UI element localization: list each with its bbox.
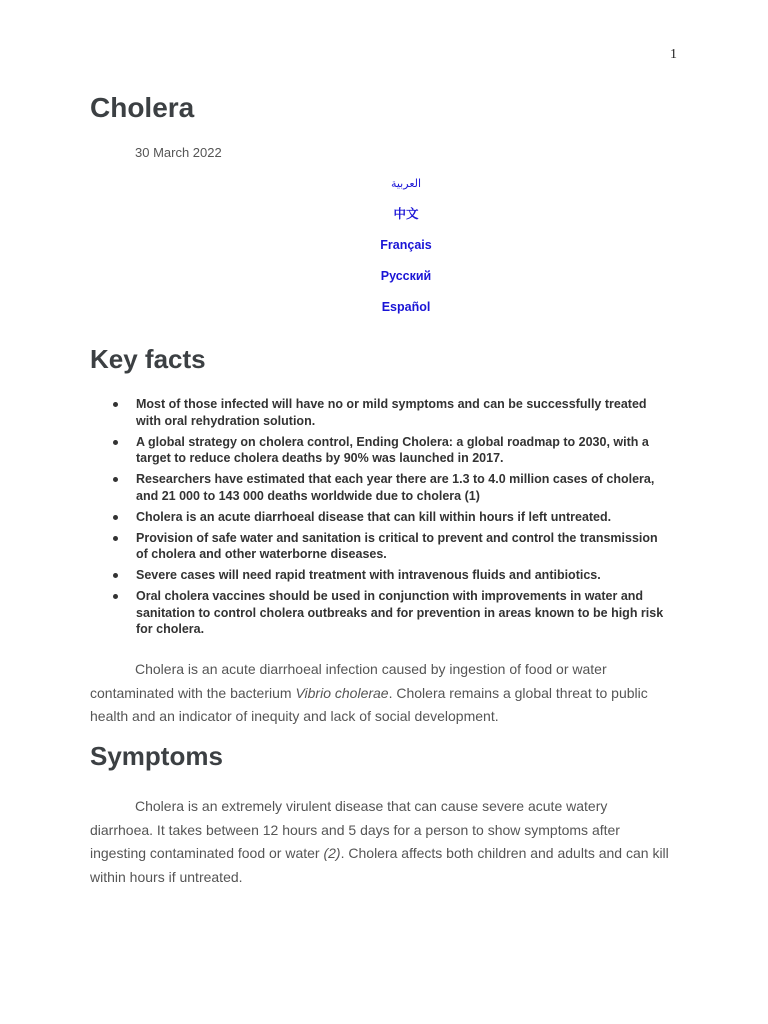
language-item-arabic xyxy=(90,174,722,205)
language-item-chinese xyxy=(90,205,722,236)
language-link-russian[interactable]: Русский xyxy=(380,269,432,283)
key-facts-list xyxy=(112,396,672,642)
intro-paragraph xyxy=(90,658,670,729)
intro-text-end: . Cholera remains a global threat to public health and an indicator of inequity and lack of social development. xyxy=(90,684,648,724)
language-item-spanish xyxy=(90,298,722,329)
key-fact-item: Most of those infected will have no or mild symptoms and can be successfully treated with oral rehydration solution. xyxy=(112,396,672,429)
document-title: Cholera xyxy=(90,92,195,123)
intro-text-start: Cholera is an acute diarrhoeal infection caused by ingestion of food or water contaminated with the bacterium xyxy=(90,661,607,701)
symptoms-heading: Symptoms xyxy=(90,741,223,771)
key-fact-item: Cholera is an acute diarrhoeal disease that can kill within hours if left untreated. xyxy=(112,509,672,526)
key-facts-heading: Key facts xyxy=(90,344,206,374)
language-item-russian xyxy=(90,267,722,298)
key-fact-item: Researchers have estimated that each year there are 1.3 to 4.0 million cases of cholera, and 21 000 to 143 000 deaths worldwide due to cholera (1) xyxy=(112,471,672,504)
key-fact-item: Provision of safe water and sanitation is critical to prevent and control the transmission of cholera and other waterborne diseases. xyxy=(112,530,672,563)
citation-reference: (2) xyxy=(323,845,341,861)
bacterium-name: Vibrio cholerae xyxy=(295,684,389,701)
key-fact-item: A global strategy on cholera control, Ending Cholera: a global roadmap to 2030, with a target to reduce cholera deaths by 90% was launched in 2017. xyxy=(112,434,672,467)
symptoms-text-start: Cholera is an extremely virulent disease that can cause severe acute watery diarrhoea. It takes between 12 hours and 5 days for a person to show symptoms after ingesting contaminated food or water xyxy=(90,798,620,861)
symptoms-text-end: . Cholera affects both children and adults and can kill within hours if untreated. xyxy=(90,845,669,885)
language-link-arabic[interactable]: العربية xyxy=(390,178,422,190)
language-link-chinese[interactable]: 中文 xyxy=(393,207,419,221)
key-fact-item: Oral cholera vaccines should be used in conjunction with improvements in water and sanitation to control cholera outbreaks and for prevention in areas known to be high risk for cholera. xyxy=(112,588,672,638)
page-number: 1 xyxy=(670,47,677,62)
key-fact-item: Severe cases will need rapid treatment with intravenous fluids and antibiotics. xyxy=(112,567,672,584)
language-link-spanish[interactable]: Español xyxy=(381,300,431,314)
language-links xyxy=(90,174,722,329)
symptoms-paragraph xyxy=(90,795,670,889)
language-link-french[interactable]: Français xyxy=(380,238,432,252)
language-item-french xyxy=(90,236,722,267)
publication-date: 30 March 2022 xyxy=(135,145,222,160)
